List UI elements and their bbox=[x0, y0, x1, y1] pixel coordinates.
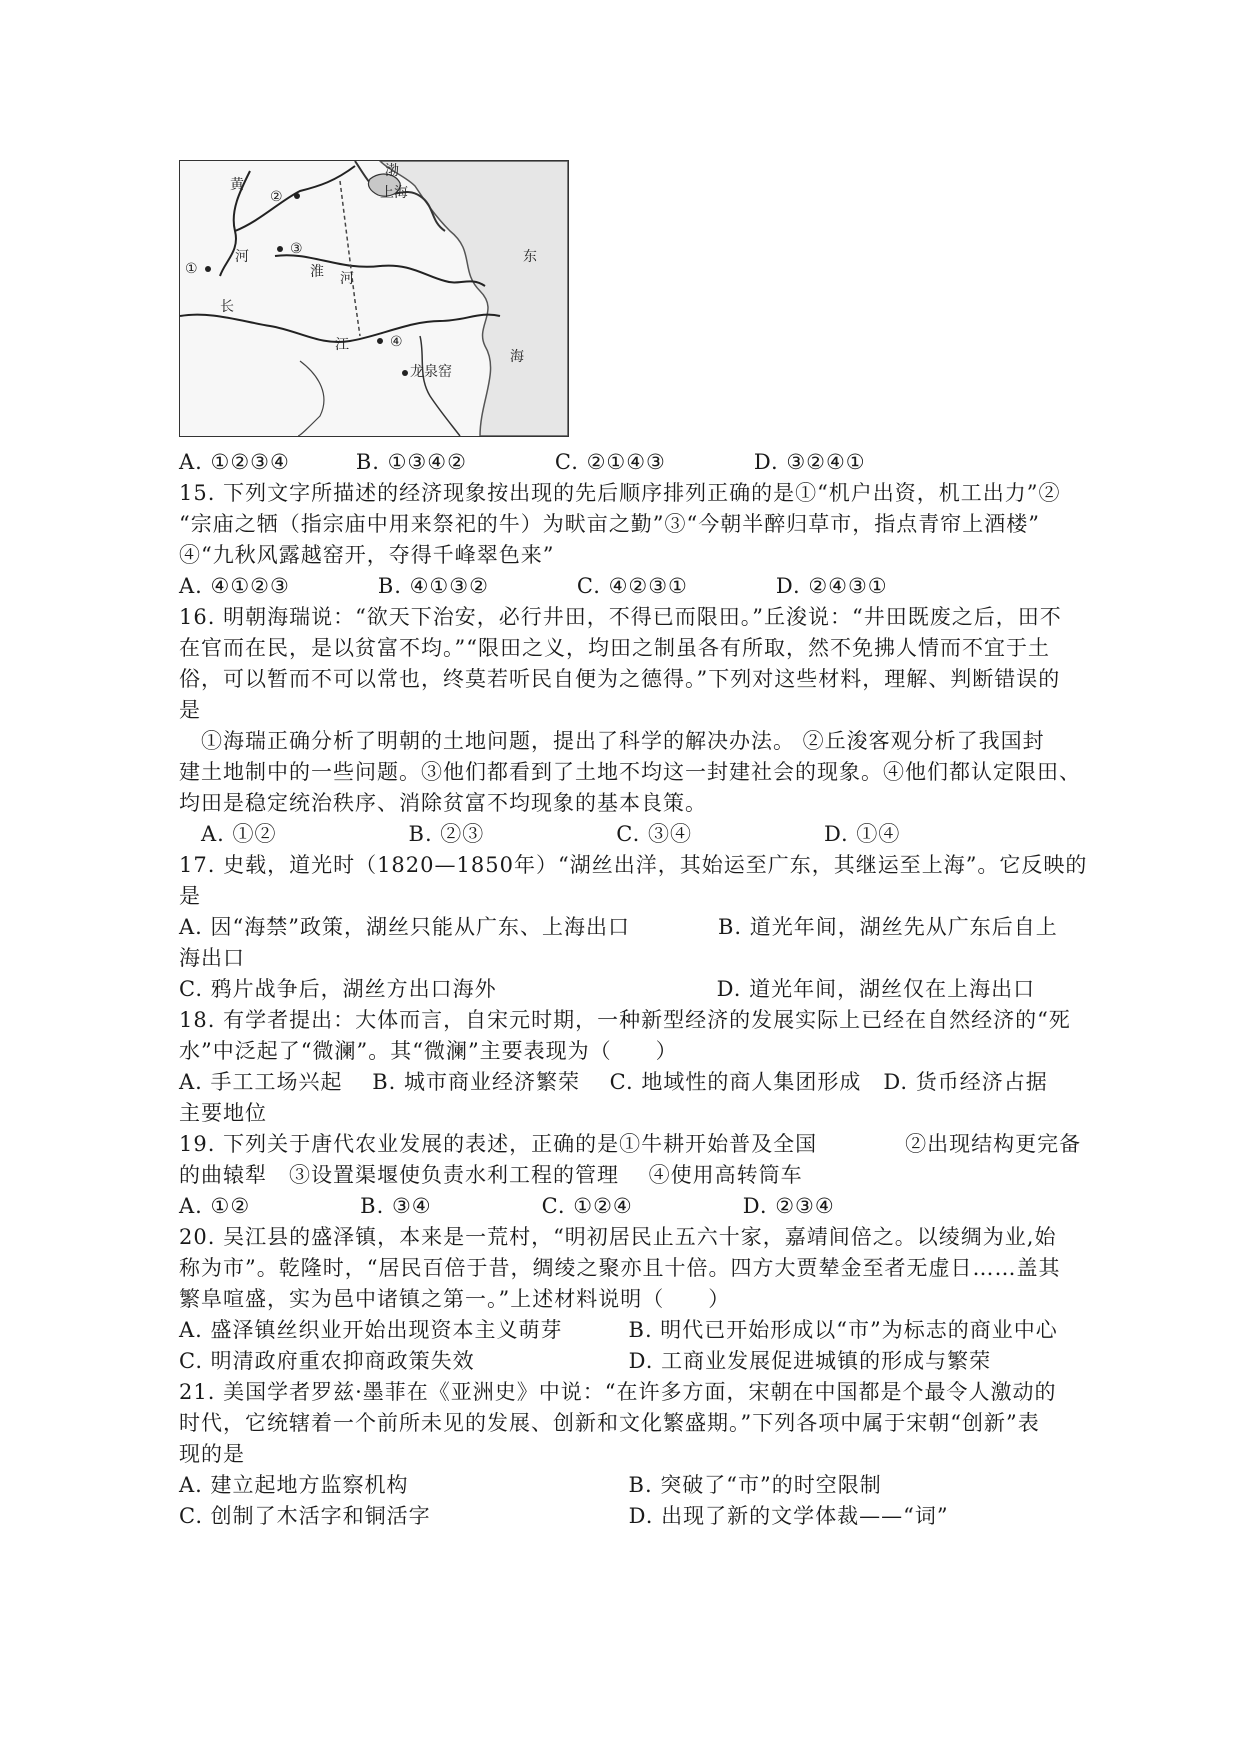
map-svg bbox=[180, 161, 568, 436]
map-label-jiang: 江 bbox=[335, 337, 349, 353]
q21-options-ab: A. 建立起地方监察机构 B. 突破了“市”的时空限制 bbox=[179, 1473, 882, 1497]
q16-stem-2: 在官而在民，是以贫富不均。”“限田之义，均田之制虽各有所取，然不免拂人情而不宜于土 bbox=[179, 636, 1050, 660]
q20-options-ab: A. 盛泽镇丝织业开始出现资本主义萌芽 B. 明代已开始形成以“市”为标志的商业中心 bbox=[179, 1318, 1058, 1342]
q16-items-3: 均田是稳定统治秩序、消除贫富不均现象的基本良策。 bbox=[179, 791, 707, 815]
marker-4-dot bbox=[377, 338, 383, 344]
q18-stem-2: 水”中泛起了“微澜”。其“微澜”主要表现为（ ） bbox=[179, 1039, 678, 1063]
q21-stem-2: 时代，它统辖着一个前所未见的发展、创新和文化繁盛期。”下列各项中属于宋朝“创新”表 bbox=[179, 1411, 1040, 1435]
q20-stem-1: 20. 吴江县的盛泽镇，本来是一荒村，“明初居民止五六十家，嘉靖间倍之。以绫绸为业,始 bbox=[179, 1225, 1057, 1249]
map-marker-1: ① bbox=[185, 261, 198, 277]
map-label-huai: 淮 bbox=[310, 264, 324, 280]
q19-stem-2: 的曲辕犁 ③设置渠堰使负责水利工程的管理 ④使用高转筒车 bbox=[179, 1163, 803, 1187]
q18-options-2: 主要地位 bbox=[179, 1101, 267, 1125]
q18-options-1: A. 手工工场兴起 B. 城市商业经济繁荣 C. 地域性的商人集团形成 D. 货币经济占据 bbox=[179, 1070, 1048, 1094]
q16-stem-3: 俗，可以暂而不可以常也，终莫若听民自便为之德得。”下列对这些材料，理解、判断错误的 bbox=[179, 667, 1061, 691]
q14-options: A. ①②③④ B. ①③④② C. ②①④③ D. ③②④① bbox=[179, 450, 866, 474]
map-label-longquan: 龙泉窑 bbox=[410, 364, 452, 380]
marker-2-dot bbox=[294, 193, 300, 199]
map-label-dong: 东 bbox=[523, 249, 537, 265]
q16-stem-4: 是 bbox=[179, 698, 201, 722]
q15-stem-3: ④“九秋风露越窑开，夺得千峰翠色来” bbox=[179, 543, 555, 567]
q15-stem-1: 15. 下列文字所描述的经济现象按出现的先后顺序排列正确的是①“机户出资，机工出力”② bbox=[179, 481, 1061, 505]
q20-stem-3: 繁阜喧盛，实为邑中诸镇之第一。”上述材料说明（ ） bbox=[179, 1287, 731, 1311]
map-label-he: 河 bbox=[235, 249, 249, 265]
q19-stem-1: 19. 下列关于唐代农业发展的表述，正确的是①牛耕开始普及全国 ②出现结构更完备 bbox=[179, 1132, 1082, 1156]
map-label-shanghai: 上海 bbox=[380, 185, 408, 201]
map-marker-4: ④ bbox=[390, 334, 403, 350]
q17-options-cd: C. 鸦片战争后，湖丝方出口海外 D. 道光年间，湖丝仅在上海出口 bbox=[179, 977, 1036, 1001]
q15-options: A. ④①②③ B. ④①③② C. ④②③① D. ②④③① bbox=[179, 574, 888, 598]
q16-items-2: 建土地制中的一些问题。③他们都看到了土地不均这一封建社会的现象。④他们都认定限田、 bbox=[179, 760, 1081, 784]
q21-stem-3: 现的是 bbox=[179, 1442, 245, 1466]
map-label-huang: 黄 bbox=[230, 177, 244, 193]
map-label-huaihe: 河 bbox=[340, 271, 354, 287]
map-marker-2: ② bbox=[270, 189, 283, 205]
map-figure bbox=[179, 160, 569, 437]
q15-stem-2: “宗庙之牺（指宗庙中用来祭祀的牛）为畎亩之勤”③“今朝半醉归草市，指点青帘上酒楼” bbox=[179, 512, 1040, 536]
q18-stem-1: 18. 有学者提出：大体而言，自宋元时期，一种新型经济的发展实际上已经在自然经济的“死 bbox=[179, 1008, 1071, 1032]
q16-options: A. ①② B. ②③ C. ③④ D. ①④ bbox=[179, 822, 901, 846]
q17-options-b-cont: 海出口 bbox=[179, 946, 245, 970]
longquan-dot bbox=[402, 370, 408, 376]
marker-1-dot bbox=[205, 266, 211, 272]
map-label-chang: 长 bbox=[220, 299, 234, 315]
q16-stem-1: 16. 明朝海瑞说：“欲天下治安，必行井田，不得已而限田。”丘浚说：“井田既废之后，田不 bbox=[179, 605, 1062, 629]
map-marker-3: ③ bbox=[290, 241, 303, 257]
marker-3-dot bbox=[277, 246, 283, 252]
map-label-bohai: 渤 bbox=[385, 163, 399, 179]
q17-stem-1: 17. 史载，道光时（1820—1850年）“湖丝出洋，其始运至广东，其继运至上海”。它反映的 bbox=[179, 853, 1088, 877]
q21-stem-1: 21. 美国学者罗兹·墨菲在《亚洲史》中说：“在许多方面，宋朝在中国都是个最令人激动的 bbox=[179, 1380, 1057, 1404]
q17-stem-2: 是 bbox=[179, 884, 201, 908]
q17-options-ab: A. 因“海禁”政策，湖丝只能从广东、上海出口 B. 道光年间，湖丝先从广东后自上 bbox=[179, 915, 1058, 939]
q21-options-cd: C. 创制了木活字和铜活字 D. 出现了新的文学体裁——“词” bbox=[179, 1504, 949, 1528]
q20-options-cd: C. 明清政府重农抑商政策失效 D. 工商业发展促进城镇的形成与繁荣 bbox=[179, 1349, 992, 1373]
map-label-hai: 海 bbox=[510, 349, 524, 365]
q20-stem-2: 称为市”。乾隆时，“居民百倍于昔，绸绫之聚亦且十倍。四方大贾辇金至者无虚日……盖其 bbox=[179, 1256, 1061, 1280]
q19-options: A. ①② B. ③④ C. ①②④ D. ②③④ bbox=[179, 1194, 835, 1218]
q16-items-1: ①海瑞正确分析了明朝的土地问题，提出了科学的解决办法。 ②丘浚客观分析了我国封 bbox=[179, 729, 1045, 753]
